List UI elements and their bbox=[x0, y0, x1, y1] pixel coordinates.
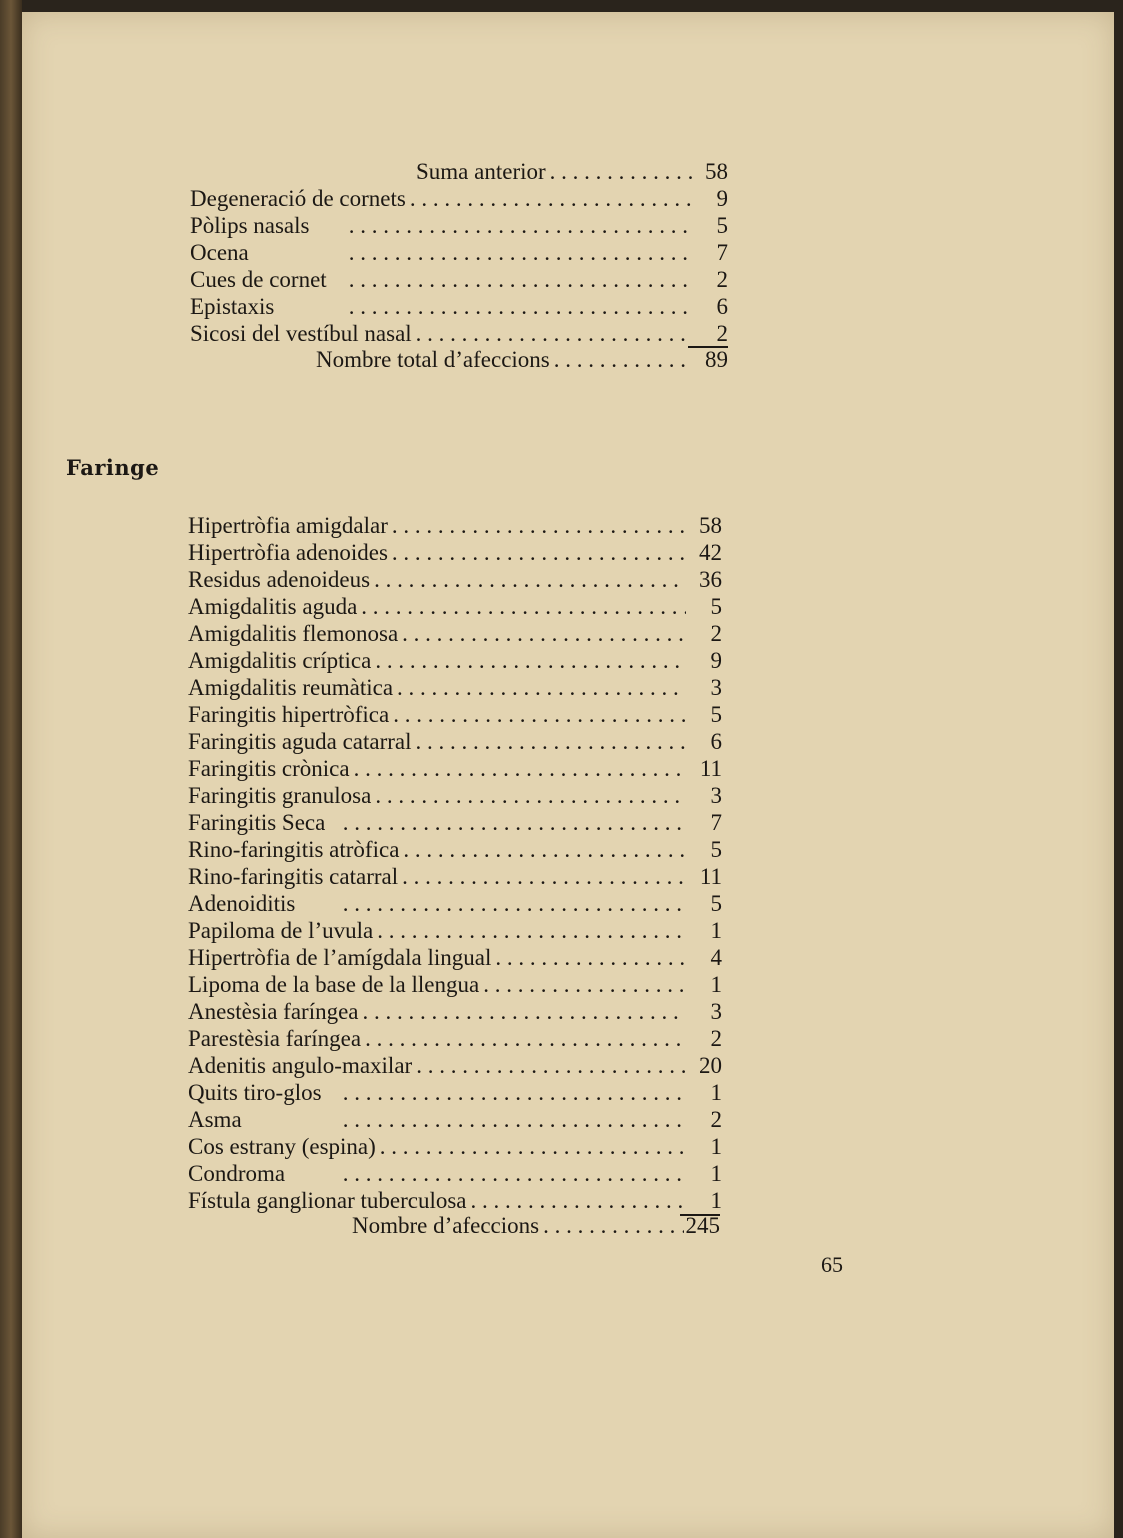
affection-label: Hipertròfia adenoides bbox=[188, 540, 388, 565]
list-item bbox=[190, 212, 728, 240]
affection-count: 7 bbox=[716, 240, 728, 265]
affection-label: Epistaxis bbox=[190, 294, 275, 319]
list-item bbox=[188, 809, 722, 837]
leader-dots bbox=[376, 1133, 686, 1161]
affection-label: Faringitis Seca bbox=[188, 810, 326, 835]
affection-label: Asma bbox=[188, 1107, 242, 1132]
affection-label: Amigdalitis aguda bbox=[188, 594, 358, 619]
leader-dots bbox=[399, 836, 686, 864]
list-item bbox=[188, 1079, 722, 1107]
list-item bbox=[188, 755, 722, 783]
leader-dots bbox=[412, 1052, 686, 1080]
nasal-total-row bbox=[316, 346, 728, 374]
leader-dots bbox=[309, 212, 692, 240]
affection-label: Cues de cornet bbox=[190, 267, 327, 292]
affection-label: Faringitis hipertròfica bbox=[188, 702, 390, 727]
affection-label: Adenitis angulo-maxilar bbox=[188, 1053, 413, 1078]
affection-label: Hipertròfia amigdalar bbox=[188, 513, 388, 538]
affection-label: Faringitis crònica bbox=[188, 756, 350, 781]
list-item bbox=[190, 293, 728, 321]
affection-count: 2 bbox=[710, 1026, 722, 1051]
leader-dots bbox=[285, 1160, 686, 1188]
affection-count: 2 bbox=[716, 267, 728, 292]
affection-count: 5 bbox=[710, 702, 722, 727]
faringe-total-label: Nombre d’afeccions bbox=[352, 1213, 540, 1238]
list-item bbox=[188, 512, 722, 540]
affection-count: 3 bbox=[710, 999, 722, 1024]
list-item bbox=[188, 647, 722, 675]
leader-dots bbox=[361, 1025, 686, 1053]
leader-dots bbox=[398, 863, 686, 891]
nasal-total-label: Nombre total d’afeccions bbox=[316, 347, 550, 372]
affection-label: Fístula ganglionar tuberculosa bbox=[188, 1188, 467, 1213]
list-item bbox=[188, 674, 722, 702]
leader-dots bbox=[546, 158, 692, 186]
affection-count: 1 bbox=[710, 1188, 722, 1213]
leader-dots bbox=[359, 998, 686, 1026]
affection-count: 1 bbox=[710, 1080, 722, 1105]
affection-count: 6 bbox=[716, 294, 728, 319]
leader-dots bbox=[467, 1187, 687, 1215]
affection-count: 4 bbox=[710, 945, 722, 970]
affection-count: 9 bbox=[716, 186, 728, 211]
affection-count: 2 bbox=[710, 1107, 722, 1132]
affection-count: 3 bbox=[710, 675, 722, 700]
list-item bbox=[188, 539, 722, 567]
affection-label: Amigdalitis reumàtica bbox=[188, 675, 394, 700]
affection-label: Faringitis granulosa bbox=[188, 783, 372, 808]
affection-label: Anestèsia faríngea bbox=[188, 999, 359, 1024]
leader-dots bbox=[371, 647, 686, 675]
affection-count: 1 bbox=[710, 1161, 722, 1186]
affection-label: Rino-faringitis catarral bbox=[188, 864, 399, 889]
leader-dots bbox=[322, 1079, 686, 1107]
leader-dots bbox=[373, 917, 686, 945]
affection-count: 2 bbox=[710, 621, 722, 646]
list-item bbox=[188, 1052, 722, 1080]
affection-label: Pòlips nasals bbox=[190, 213, 310, 238]
affection-count: 5 bbox=[710, 891, 722, 916]
page-number: 65 bbox=[821, 1252, 843, 1277]
list-item bbox=[188, 917, 722, 945]
list-item bbox=[188, 944, 722, 972]
affection-count: 1 bbox=[710, 918, 722, 943]
leader-dots bbox=[491, 944, 686, 972]
leader-dots bbox=[327, 266, 692, 294]
list-item bbox=[188, 701, 722, 729]
affection-count: 6 bbox=[710, 729, 722, 754]
book-binding-edge bbox=[0, 0, 22, 1538]
faringe-total-row bbox=[352, 1212, 720, 1240]
leader-dots bbox=[406, 185, 692, 213]
list-item bbox=[188, 971, 722, 999]
section-heading-faringe: Faringe bbox=[66, 455, 160, 480]
affection-count: 11 bbox=[699, 864, 722, 889]
list-item bbox=[188, 1133, 722, 1161]
leader-dots bbox=[295, 890, 686, 918]
affection-label: Rino-faringitis atròfica bbox=[188, 837, 400, 862]
affection-label: Adenoiditis bbox=[188, 891, 296, 916]
affection-count: 1 bbox=[710, 972, 722, 997]
list-item bbox=[188, 620, 722, 648]
affection-label: Condroma bbox=[188, 1161, 286, 1186]
leader-dots bbox=[389, 701, 686, 729]
leader-dots bbox=[370, 566, 686, 594]
leader-dots bbox=[274, 293, 692, 321]
affection-count: 42 bbox=[699, 540, 722, 565]
list-item bbox=[188, 728, 722, 756]
affection-count: 5 bbox=[716, 213, 728, 238]
list-item bbox=[188, 1025, 722, 1053]
list-item bbox=[190, 320, 728, 348]
list-item bbox=[188, 890, 722, 918]
affection-label: Faringitis aguda catarral bbox=[188, 729, 412, 754]
list-item bbox=[188, 782, 722, 810]
affection-label: Papiloma de l’uvula bbox=[188, 918, 374, 943]
leader-dots bbox=[325, 809, 686, 837]
affection-label: Amigdalitis flemonosa bbox=[188, 621, 399, 646]
affection-count: 9 bbox=[710, 648, 722, 673]
leader-dots bbox=[479, 971, 686, 999]
affection-count: 2 bbox=[716, 321, 728, 346]
list-item bbox=[188, 1160, 722, 1188]
leader-dots bbox=[412, 320, 692, 348]
list-item bbox=[190, 185, 728, 213]
affection-count: 11 bbox=[699, 756, 722, 781]
affection-count: 3 bbox=[710, 783, 722, 808]
previous-sum-value: 58 bbox=[705, 159, 728, 184]
leader-dots bbox=[412, 728, 686, 756]
affection-label: Parestèsia faríngea bbox=[188, 1026, 362, 1051]
list-item bbox=[188, 593, 722, 621]
affection-label: Hipertròfia de l’amígdala lingual bbox=[188, 945, 492, 970]
leader-dots bbox=[398, 620, 686, 648]
leader-dots bbox=[388, 512, 686, 540]
affection-count: 58 bbox=[699, 513, 722, 538]
previous-sum-row bbox=[416, 158, 728, 186]
leader-dots bbox=[393, 674, 686, 702]
affection-label: Sicosi del vestíbul nasal bbox=[190, 321, 412, 346]
leader-dots bbox=[550, 346, 692, 374]
leader-dots bbox=[539, 1212, 684, 1240]
affection-count: 5 bbox=[710, 837, 722, 862]
list-item bbox=[188, 1106, 722, 1134]
affection-count: 20 bbox=[699, 1053, 722, 1078]
affection-label: Degeneració de cornets bbox=[190, 186, 406, 211]
leader-dots bbox=[242, 1106, 686, 1134]
list-item bbox=[190, 239, 728, 267]
affection-label: Quits tiro-glos bbox=[188, 1080, 322, 1105]
affection-label: Residus adenoideus bbox=[188, 567, 371, 592]
list-item bbox=[188, 863, 722, 891]
affection-count: 5 bbox=[710, 594, 722, 619]
list-item bbox=[188, 566, 722, 594]
leader-dots bbox=[357, 593, 686, 621]
affection-count: 1 bbox=[710, 1134, 722, 1159]
affection-count: 36 bbox=[699, 567, 722, 592]
leader-dots bbox=[249, 239, 692, 267]
affection-label: Ocena bbox=[190, 240, 249, 265]
list-item bbox=[188, 1187, 722, 1215]
leader-dots bbox=[388, 539, 686, 567]
list-item bbox=[188, 836, 722, 864]
leader-dots bbox=[350, 755, 686, 783]
faringe-total-value: 245 bbox=[685, 1213, 720, 1238]
affection-label: Lipoma de la base de la llengua bbox=[188, 972, 480, 997]
affection-label: Cos estrany (espina) bbox=[188, 1134, 376, 1159]
leader-dots bbox=[371, 782, 686, 810]
list-item bbox=[188, 998, 722, 1026]
nasal-total-value: 89 bbox=[705, 347, 728, 372]
previous-sum-label: Suma anterior bbox=[416, 159, 546, 184]
affection-count: 7 bbox=[710, 810, 722, 835]
affection-label: Amigdalitis críptica bbox=[188, 648, 372, 673]
list-item bbox=[190, 266, 728, 294]
